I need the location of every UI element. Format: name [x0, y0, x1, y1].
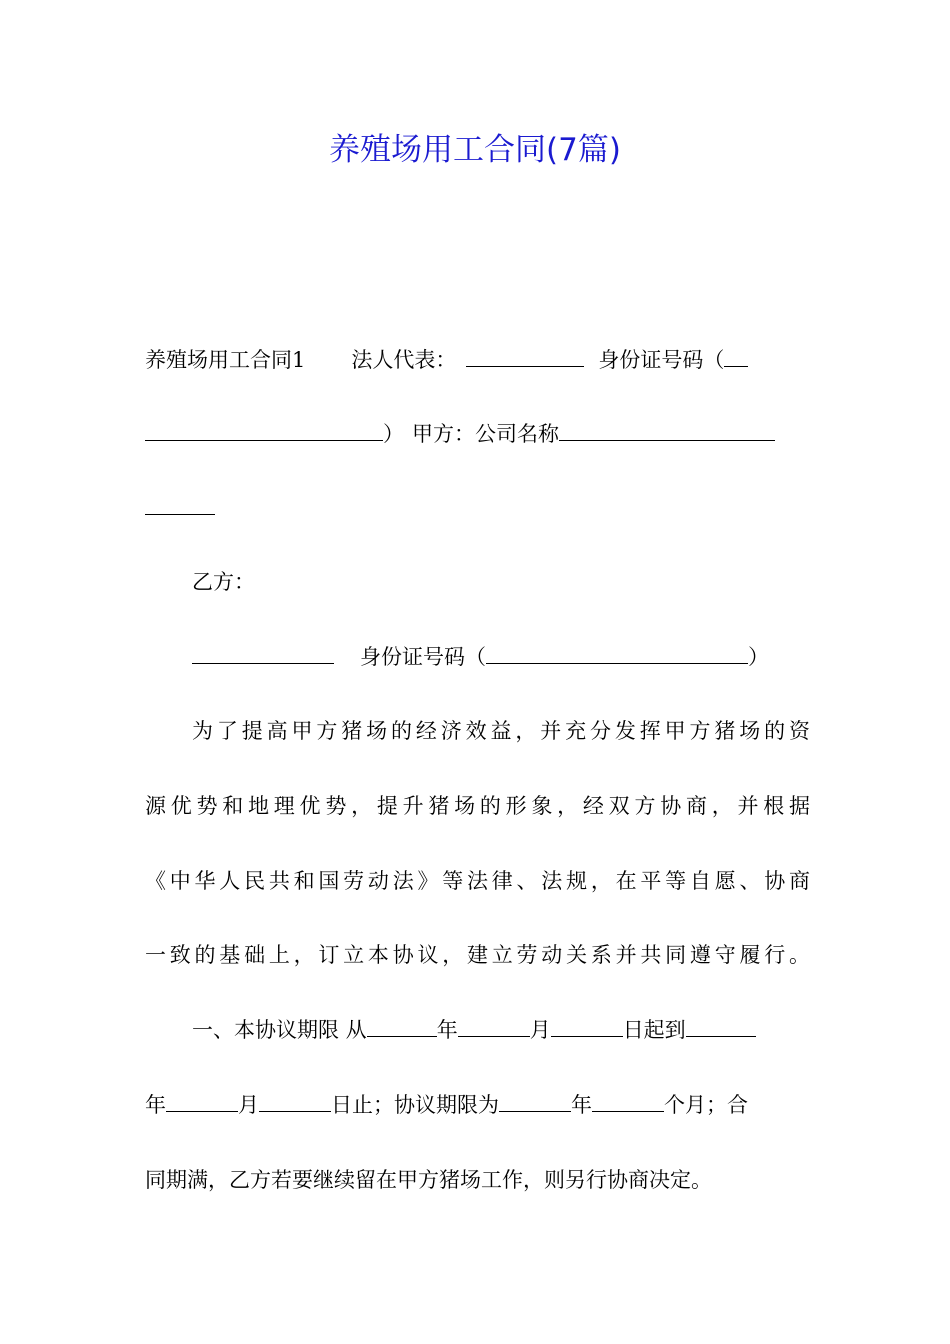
company-name-blank-cont — [145, 493, 215, 515]
start-day-blank — [551, 1015, 623, 1037]
contract-header-line — [145, 345, 810, 375]
paragraph-1-line-1: 为了提高甲方猪场的经济效益，并充分发挥甲方猪场的资 — [192, 719, 810, 743]
id-number-blank-end — [145, 419, 383, 441]
party-b-name-blank — [192, 642, 334, 664]
id-number-blank-start — [724, 345, 748, 367]
party-b-label: 乙方： — [192, 570, 255, 594]
duration-month-blank — [592, 1090, 664, 1112]
start-day-label: 日起到 — [622, 1018, 686, 1042]
party-a-line — [145, 419, 810, 449]
party-b-line — [192, 567, 810, 597]
party-b-id-line — [192, 642, 810, 672]
legal-rep-label: 法人代表： — [351, 348, 457, 372]
party-b-id-label: 身份证号码（ — [360, 645, 486, 669]
start-month-blank — [458, 1015, 530, 1037]
paragraph-1-line-4: 一致的基础上，订立本协议，建立劳动关系并共同遵守履行。 — [145, 943, 810, 967]
legal-rep-blank — [466, 345, 584, 367]
contract-number-label: 养殖场用工合同1 — [145, 348, 306, 372]
paragraph-1-line-2: 源优势和地理优势，提升猪场的形象，经双方协商，并根据 — [145, 794, 810, 818]
term-duration-label: 日止；协议期限为 — [331, 1093, 499, 1117]
duration-month-label: 个月；合 — [664, 1093, 748, 1117]
id-close-paren: ） — [383, 422, 404, 446]
duration-year-label: 年 — [571, 1093, 592, 1117]
company-name-continuation — [145, 493, 810, 523]
end-year-blank — [686, 1015, 756, 1037]
end-month-label: 月 — [238, 1093, 259, 1117]
term-line-3: 同期满，乙方若要继续留在甲方猪场工作，则另行协商决定。 — [145, 1168, 712, 1192]
end-year-label: 年 — [145, 1093, 166, 1117]
month-label: 月 — [529, 1018, 551, 1042]
company-name-blank — [559, 419, 775, 441]
paragraph-1-line-3: 《中华人民共和国劳动法》等法律、法规，在平等自愿、协商 — [145, 869, 810, 893]
party-b-id-blank — [486, 642, 748, 664]
duration-year-blank — [499, 1090, 571, 1112]
term-line-2 — [145, 1090, 810, 1120]
start-year-blank — [367, 1015, 437, 1037]
year-label: 年 — [436, 1018, 458, 1042]
end-day-blank — [259, 1090, 331, 1112]
end-month-blank — [166, 1090, 238, 1112]
party-a-company-label: 甲方：公司名称 — [412, 422, 559, 446]
id-number-label: 身份证号码（ — [598, 348, 725, 372]
document-title: 养殖场用工合同(7篇) — [329, 132, 621, 168]
party-b-id-close: ） — [748, 645, 769, 669]
term-line-1 — [192, 1015, 810, 1045]
term-label: 一、本协议期限 从 — [192, 1018, 367, 1042]
